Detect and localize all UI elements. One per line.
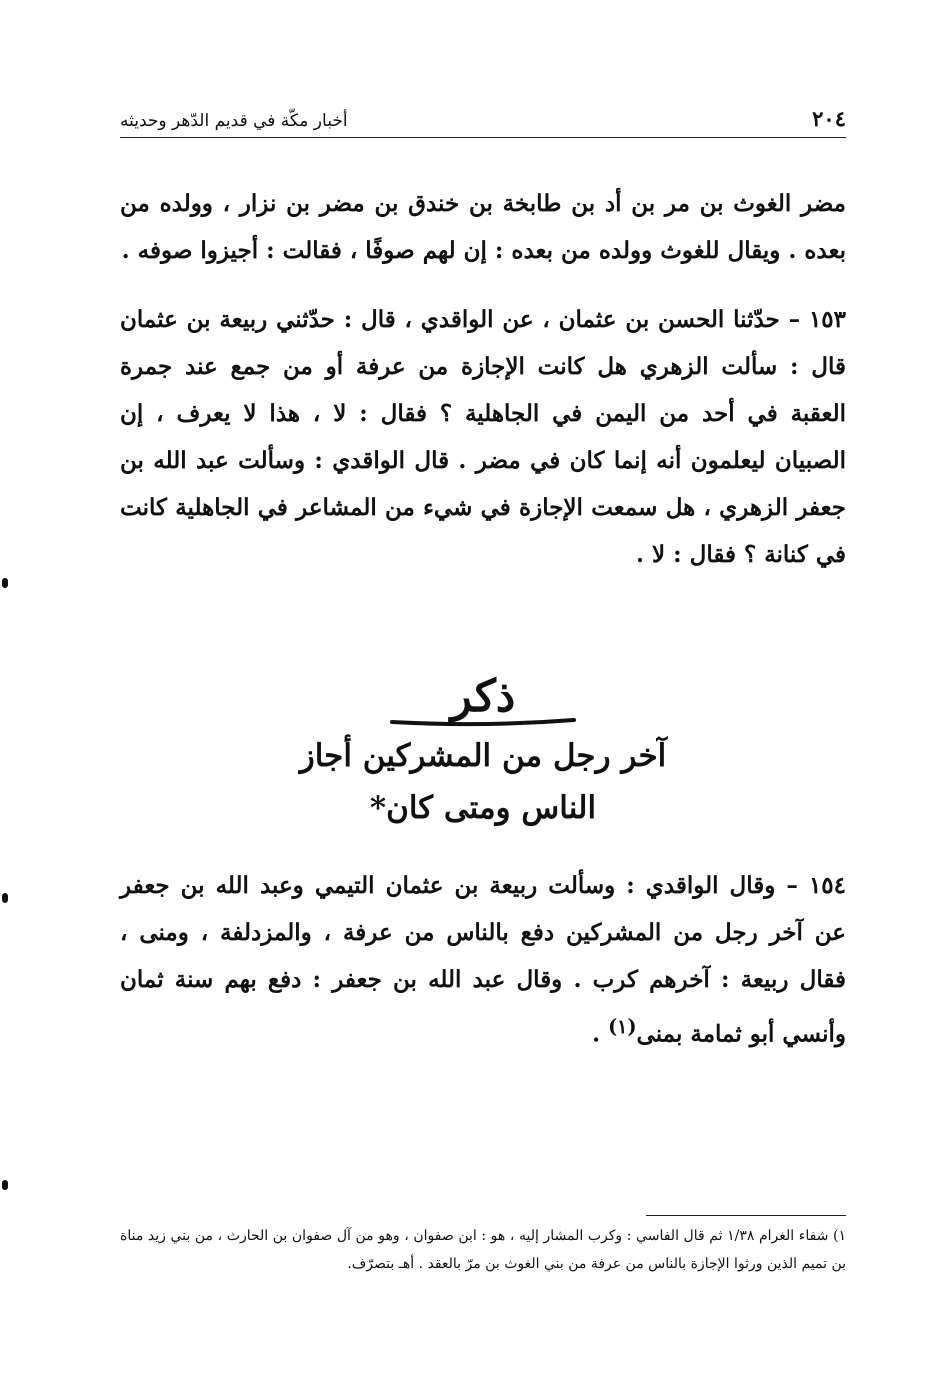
running-header: [120, 98, 846, 138]
footnotes: [120, 1222, 846, 1278]
header-title: أخبار مكّة في قديم الدّهر وحديثه: [120, 111, 348, 131]
section-title-line-2: الناس ومتى كان*: [369, 790, 597, 826]
section-kicker-text: ذكر: [450, 671, 516, 722]
section-title-line-1: آخر رجل من المشركين أجاز: [299, 738, 667, 774]
paragraph-end: .: [592, 1020, 609, 1048]
paragraph-text: مضر الغوث بن مر بن أد بن طابخة بن خندق بن مضر بن نزار ، وولده من بعده . ويقال للغوث وولده من بعده : إن لهم صوفًا ، فقالت : أجيزوا صوفه .: [120, 190, 846, 264]
section-kicker: [120, 668, 846, 730]
margin-mark: [2, 578, 8, 588]
margin-mark: [2, 1180, 8, 1190]
kashida-flourish-icon: [388, 714, 578, 728]
paragraph-text: حدّثنا الحسن بن عثمان ، عن الواقدي ، قال : حدّثني ربيعة بن عثمان قال : سألت الزهري هل كانت الإجازة من عرفة أو من جمع عند جمرة العقبة في أحد من اليمن في الجاهلية ؟ فقال : لا ، هذا لا يعرف ، إن الصبيان ليعلمون أنه إنما كان في مضر . قال الواقدي : وسألت عبد الله بن جعفر الزهري ، هل سمعت الإجازة في شيء من المشاعر في الجاهلية كانت في كنانة ؟ فقال : لا .: [120, 306, 846, 568]
footnote-rule: [646, 1215, 846, 1216]
section-heading: [120, 668, 846, 834]
paragraph-154: [120, 862, 846, 1058]
page-number: ٢٠٤: [812, 106, 846, 131]
paragraph-text: وقال الواقدي : وسألت ربيعة بن عثمان التيمي وعبد الله بن جعفر عن آخر رجل من المشركين دفع بالناس من عرفة ، والمزدلفة ، ومنى ، فقال ربيعة : آخرهم كرب . وقال عبد الله بن جعفر : دفع بهم سنة ثمان وأنسي أبو ثمامة بمنى: [120, 872, 846, 1048]
entry-number: ١٥٣ –: [788, 306, 846, 333]
footnote-reference: (١): [608, 1015, 637, 1038]
book-page: [120, 0, 846, 1384]
footnote-item: ١) شفاء الغرام ١/٣٨ ثم قال الفاسي : وكرب المشار إليه ، هو : ابن صفوان ، وهو من آل صفوان بن الحارث ، من بني زيد مناة بن تميم الذين ورثوا الإجازة بالناس من عرفة من بني الغوث بن مرّ بالعقد . أهـ بتصرّف.: [120, 1228, 846, 1272]
paragraph-153: [120, 296, 846, 578]
paragraph-continuation: [120, 180, 846, 274]
margin-mark: [2, 893, 8, 903]
entry-number: ١٥٤ –: [786, 872, 846, 899]
